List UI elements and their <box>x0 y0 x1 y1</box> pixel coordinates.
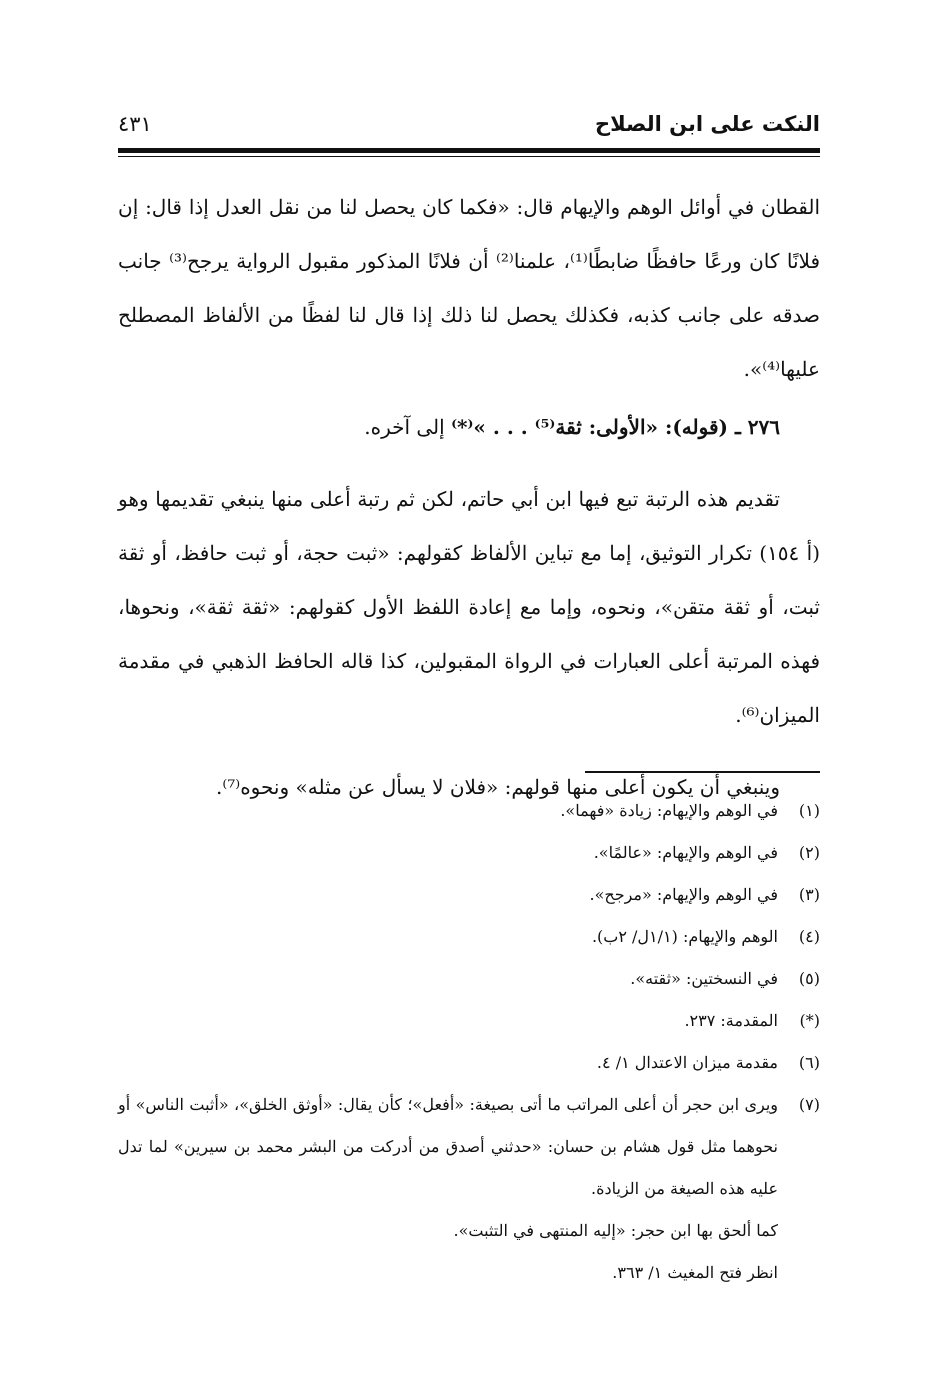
footnote-mark: (٤) <box>798 927 820 946</box>
footnote-6 <box>118 1042 820 1084</box>
main-text <box>118 180 820 814</box>
paragraph-2: تقديم هذه الرتبة تبع فيها ابن أبي حاتم، لكن ثم رتبة أعلى منها ينبغي تقديمها وهو (أ ١٥٤) تكرار التوثيق، إما مع تباين الألفاظ كقولهم: «ثبت حجة، أو ثبت حافظ، أو ثقة ثبت، أو ثقة متقن»، ونحوه، وإما مع إعادة اللفظ الأول كقولهم: «ثقة ثقة»، ونحوها، فهذه المرتبة أعلى العبارات في الرواة المقبولين، كذا قاله الحافظ الذهبي في مقدمة الميزان⁽⁶⁾. <box>118 487 821 727</box>
footnote-mark: (*) <box>799 1011 820 1030</box>
header-rule-thick <box>118 148 820 153</box>
footnote-mark: (١) <box>798 801 820 820</box>
footnote-3 <box>118 874 820 916</box>
footnote-text: في الوهم والإيهام: «مرجح». <box>589 885 778 904</box>
footnote-mark: (٦) <box>798 1053 820 1072</box>
footnote-mark: (٣) <box>798 885 820 904</box>
footnote-mark: (٥) <box>798 969 820 988</box>
footnote-5 <box>118 958 820 1000</box>
paragraph-1: القطان في أوائل الوهم والإيهام قال: «فكما كان يحصل لنا من نقل العدل إذا قال: إن فلانًا كان ورعًا حافظًا ضابطًا⁽¹⁾، علمنا⁽²⁾ أن فلانًا المذكور مقبول الرواية يرجح⁽³⁾ جانب صدقه على جانب كذبه، فكذلك يحصل لنا ذلك إذا قال لنا لفظًا من الألفاظ المصطلح عليها⁽⁴⁾». <box>118 195 821 381</box>
paragraph-3: وينبغي أن يكون أعلى منها قولهم: «فلان لا يسأل عن مثله» ونحوه⁽⁷⁾. <box>215 775 780 799</box>
footnote-text: المقدمة: ٢٣٧. <box>684 1011 778 1030</box>
page-header <box>118 110 820 146</box>
footnote-mark: (٢) <box>798 843 820 862</box>
footnotes <box>118 790 820 1294</box>
footnote-7-continuation-2: انظر فتح المغيث ١/ ٣٦٣. <box>612 1263 778 1282</box>
footnote-text: الوهم والإيهام: (١/١ل/ ٢ب). <box>591 927 778 946</box>
entry-heading-bold: ٢٧٦ ـ (قوله): «الأولى: ثقة⁽⁵⁾ . . . »⁽*⁾ <box>451 415 780 439</box>
entry-heading-rest: إلى آخره. <box>364 415 452 439</box>
entry-heading <box>118 400 820 454</box>
footnote-star <box>118 1000 820 1042</box>
footnote-1 <box>118 790 820 832</box>
footnote-7-continuation-1: كما ألحق بها ابن حجر: «إليه المنتهى في التثبت». <box>453 1221 778 1240</box>
footnote-separator <box>585 771 820 773</box>
footnote-text: في النسختين: «ثقته». <box>630 969 778 988</box>
footnote-4 <box>118 916 820 958</box>
footnote-text: في الوهم والإيهام: زيادة «فهما». <box>560 801 778 820</box>
footnote-7 <box>118 1084 820 1210</box>
footnote-text: ويرى ابن حجر أن أعلى المراتب ما أتى بصيغة: «أفعل»؛ كأن يقال: «أوثق الخلق»، «أثبت الناس» أو نحوهما مثل قول هشام بن حسان: «حدثني أصدق من أدركت من البشر محمد بن سيرين» لما تدل عليه هذه الصيغة من الزيادة. <box>118 1095 778 1198</box>
footnote-text: مقدمة ميزان الاعتدال ١/ ٤. <box>596 1053 778 1072</box>
footnote-mark: (٧) <box>798 1095 820 1114</box>
page-number: ٤٣١ <box>118 112 152 136</box>
running-title: النكت على ابن الصلاح <box>594 112 820 136</box>
footnote-2 <box>118 832 820 874</box>
footnote-text: في الوهم والإيهام: «عالمًا». <box>593 843 778 862</box>
header-rule-thin <box>118 156 820 157</box>
